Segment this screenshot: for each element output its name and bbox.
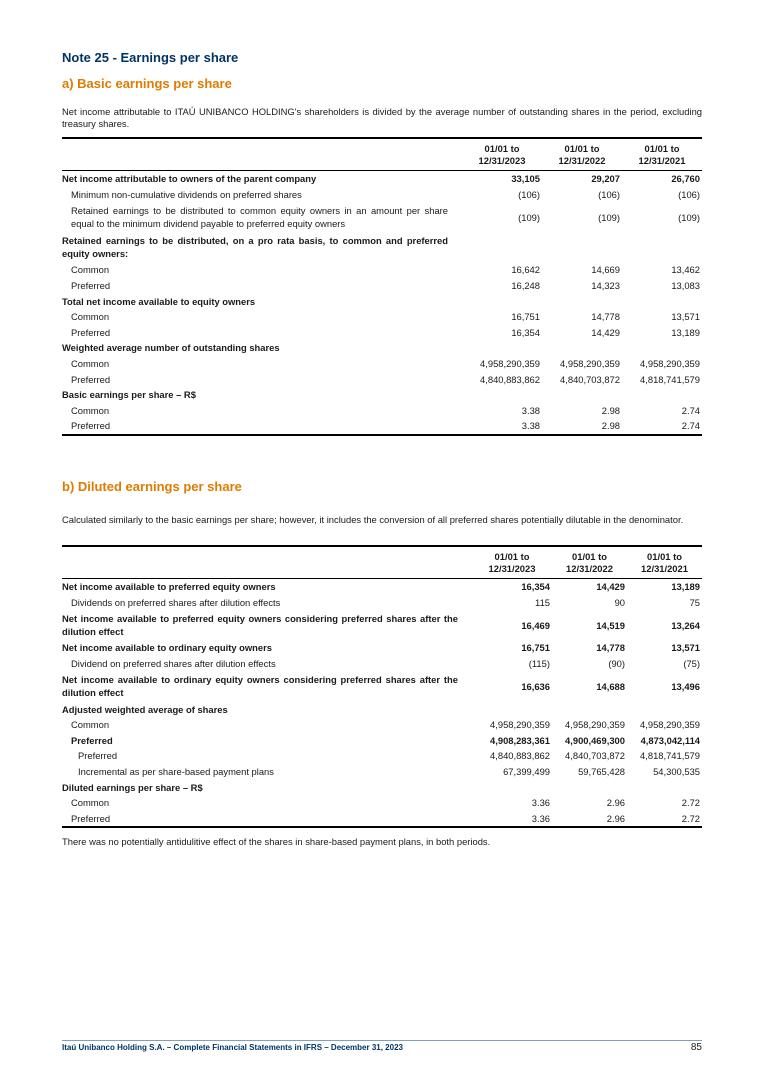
table-row <box>62 579 702 595</box>
row-label: Preferred <box>71 326 111 338</box>
row-value: 2.98 <box>601 404 620 416</box>
table-row <box>62 640 702 656</box>
row-label: Preferred <box>71 280 111 292</box>
diluted-eps-table-body <box>62 579 702 828</box>
table-row <box>62 232 702 262</box>
row-value: 16,636 <box>521 680 550 692</box>
table-row <box>62 403 702 419</box>
row-label: Preferred <box>71 734 113 746</box>
column-header-text: 01/01 to 12/31/2023 <box>478 143 526 166</box>
table-row <box>62 325 702 341</box>
row-value: 29,207 <box>591 173 620 185</box>
row-label: Common <box>71 358 110 370</box>
row-value: 2.98 <box>601 420 620 432</box>
column-header-text: 01/01 to 12/31/2022 <box>566 551 613 574</box>
table-row <box>62 202 702 232</box>
row-value: 13,189 <box>671 581 700 593</box>
row-label: Net income available to preferred equity owners considering preferred shares after the dilution effect <box>62 613 458 638</box>
row-value: 14,519 <box>596 619 625 631</box>
row-value: 4,958,290,359 <box>640 358 700 370</box>
column-header <box>627 546 702 579</box>
row-value: (106) <box>518 188 540 200</box>
table-row <box>62 309 702 325</box>
row-value: 2.72 <box>681 812 700 824</box>
row-value: 26,760 <box>671 173 700 185</box>
row-value: (109) <box>678 211 700 223</box>
column-header <box>462 138 542 171</box>
row-label: Incremental as per share-based payment plans <box>78 766 274 778</box>
row-label: Net income attributable to owners of the parent company <box>62 173 317 185</box>
row-value: 16,751 <box>521 642 550 654</box>
row-label: Preferred <box>71 420 111 432</box>
row-value: 2.72 <box>681 797 700 809</box>
row-value <box>622 293 702 309</box>
row-value: 67,399,499 <box>503 766 550 778</box>
row-label: Total net income available to equity owners <box>62 295 256 307</box>
row-value: 4,958,290,359 <box>640 719 700 731</box>
row-label: Retained earnings to be distributed to common equity owners in an amount per share equal to the minimum dividend payable to preferred equity owners <box>71 205 448 230</box>
row-label: Net income available to ordinary equity owners <box>62 642 272 654</box>
row-value: (75) <box>683 658 700 670</box>
row-value: 115 <box>535 596 550 608</box>
row-value <box>622 387 702 403</box>
table-row <box>62 779 702 795</box>
footer-text: Itaú Unibanco Holding S.A. – Complete Financial Statements in IFRS – December 31, 2023 <box>62 1043 403 1052</box>
row-value: (109) <box>518 211 540 223</box>
row-label: Common <box>71 404 110 416</box>
row-value <box>542 387 622 403</box>
row-value <box>462 232 542 262</box>
basic-eps-table-body <box>62 171 702 435</box>
row-value: 2.74 <box>681 420 700 432</box>
column-header <box>552 546 627 579</box>
table-row <box>62 656 702 672</box>
row-value: 2.96 <box>606 812 625 824</box>
row-label: Dividends on preferred shares after dilution effects <box>71 596 281 608</box>
table-row <box>62 187 702 203</box>
row-value: 3.36 <box>531 812 550 824</box>
row-value <box>462 387 542 403</box>
row-label: Preferred <box>71 812 111 824</box>
row-value: 3.36 <box>531 797 550 809</box>
table-header-row <box>62 546 702 579</box>
row-value: 14,429 <box>591 326 620 338</box>
row-label: Preferred <box>71 373 111 385</box>
table-row <box>62 610 702 640</box>
table-row <box>62 340 702 356</box>
row-value: 4,958,290,359 <box>490 719 550 731</box>
row-value: 16,248 <box>511 280 540 292</box>
table-row <box>62 795 702 811</box>
row-value: 54,300,535 <box>653 766 700 778</box>
row-value: 2.74 <box>681 404 700 416</box>
row-value: 4,873,042,114 <box>640 734 700 746</box>
row-value: (106) <box>678 188 700 200</box>
row-value: 14,429 <box>596 581 625 593</box>
row-value <box>542 232 622 262</box>
row-value <box>472 701 552 717</box>
row-label: Weighted average number of outstanding shares <box>62 342 280 354</box>
row-value: 33,105 <box>511 173 540 185</box>
row-label: Net income available to ordinary equity owners considering preferred shares after the dilution effect <box>62 674 458 699</box>
table-row <box>62 748 702 764</box>
footer-divider <box>62 1040 702 1041</box>
table-row <box>62 717 702 733</box>
row-value: (109) <box>598 211 620 223</box>
closing-note: There was no potentially antidulitive effect of the shares in share-based payment plans, in both periods. <box>62 836 491 847</box>
row-value: 14,323 <box>591 280 620 292</box>
row-label: Retained earnings to be distributed, on a pro rata basis, to common and preferred equity owners: <box>62 235 448 260</box>
table-row <box>62 356 702 372</box>
section-a-intro: Net income attributable to ITAÚ UNIBANCO HOLDING's shareholders is divided by the average number of outstanding shares in the period, excluding treasury shares. <box>62 106 702 129</box>
row-value: 14,778 <box>596 642 625 654</box>
row-value: 16,642 <box>511 264 540 276</box>
table-row <box>62 671 702 701</box>
row-label: Minimum non-cumulative dividends on preferred shares <box>71 188 302 200</box>
table-row <box>62 701 702 717</box>
column-header-text: 01/01 to 12/31/2022 <box>558 143 606 166</box>
row-value: 14,669 <box>591 264 620 276</box>
row-value: 4,818,741,579 <box>640 373 700 385</box>
row-value <box>627 701 702 717</box>
row-value <box>462 340 542 356</box>
table-row <box>62 764 702 780</box>
row-value: 16,354 <box>511 326 540 338</box>
row-value: 13,571 <box>671 311 700 323</box>
row-value: 4,908,283,361 <box>490 734 550 746</box>
label-column-header <box>62 138 462 171</box>
row-value: 13,264 <box>671 619 700 631</box>
row-value <box>622 232 702 262</box>
row-value: 4,958,290,359 <box>565 719 625 731</box>
row-value: 90 <box>614 596 625 608</box>
row-value: (106) <box>598 188 620 200</box>
column-header <box>622 138 702 171</box>
row-value: 3.38 <box>521 404 540 416</box>
row-value: 4,958,290,359 <box>560 358 620 370</box>
row-value: 4,840,703,872 <box>560 373 620 385</box>
table-row <box>62 733 702 749</box>
column-header-text: 01/01 to 12/31/2023 <box>488 551 536 574</box>
row-value <box>552 779 627 795</box>
row-value: 13,496 <box>671 680 700 692</box>
table-row <box>62 371 702 387</box>
row-value: 13,462 <box>671 264 700 276</box>
section-b-intro: Calculated similarly to the basic earnings per share; however, it includes the conversion of all preferred shares potentially dilutable in the denominator. <box>62 514 684 525</box>
note-title: Note 25 - Earnings per share <box>62 50 239 65</box>
table-row <box>62 262 702 278</box>
row-value <box>542 340 622 356</box>
table-row <box>62 387 702 403</box>
column-header <box>472 546 552 579</box>
row-value: 13,083 <box>671 280 700 292</box>
row-value: (90) <box>608 658 625 670</box>
table-row <box>62 418 702 435</box>
row-value: 14,778 <box>591 311 620 323</box>
section-b-title: b) Diluted earnings per share <box>62 479 242 494</box>
table-row <box>62 278 702 294</box>
page-number: 85 <box>690 1042 702 1053</box>
table-row <box>62 171 702 187</box>
column-header-text: 01/01 to 12/31/2021 <box>638 143 686 166</box>
row-label: Preferred <box>78 750 118 762</box>
table-row <box>62 811 702 828</box>
row-value: 16,354 <box>521 581 550 593</box>
row-value <box>627 779 702 795</box>
row-label: Common <box>71 264 110 276</box>
row-label: Adjusted weighted average of shares <box>62 703 228 715</box>
column-header-text: 01/01 to 12/31/2021 <box>641 551 688 574</box>
row-value: 13,571 <box>671 642 700 654</box>
table-row <box>62 293 702 309</box>
basic-eps-table <box>62 137 702 436</box>
row-value <box>472 779 552 795</box>
row-value: 14,688 <box>596 680 625 692</box>
row-value: 13,189 <box>671 326 700 338</box>
row-label: Dividend on preferred shares after dilution effects <box>71 658 276 670</box>
row-value: 2.96 <box>606 797 625 809</box>
row-value: 3.38 <box>521 420 540 432</box>
row-value: 16,469 <box>521 619 550 631</box>
row-value: 4,840,883,862 <box>480 373 540 385</box>
row-value: 16,751 <box>511 311 540 323</box>
row-label: Diluted earnings per share – R$ <box>62 781 203 793</box>
diluted-eps-table <box>62 545 702 828</box>
row-label: Common <box>71 311 110 323</box>
row-value <box>542 293 622 309</box>
row-label: Net income available to preferred equity owners <box>62 581 276 593</box>
section-a-title: a) Basic earnings per share <box>62 76 232 91</box>
table-header-row <box>62 138 702 171</box>
row-label: Common <box>71 719 110 731</box>
row-value <box>552 701 627 717</box>
row-value: (115) <box>528 658 550 670</box>
label-column-header <box>62 546 472 579</box>
row-value <box>622 340 702 356</box>
table-row <box>62 595 702 611</box>
row-label: Common <box>71 797 110 809</box>
row-value <box>462 293 542 309</box>
row-value: 4,840,703,872 <box>565 750 625 762</box>
row-value: 4,900,469,300 <box>565 734 625 746</box>
row-value: 59,765,428 <box>578 766 625 778</box>
row-value: 4,818,741,579 <box>640 750 700 762</box>
column-header <box>542 138 622 171</box>
row-value: 75 <box>689 596 700 608</box>
row-label: Basic earnings per share – R$ <box>62 389 196 401</box>
row-value: 4,840,883,862 <box>490 750 550 762</box>
row-value: 4,958,290,359 <box>480 358 540 370</box>
